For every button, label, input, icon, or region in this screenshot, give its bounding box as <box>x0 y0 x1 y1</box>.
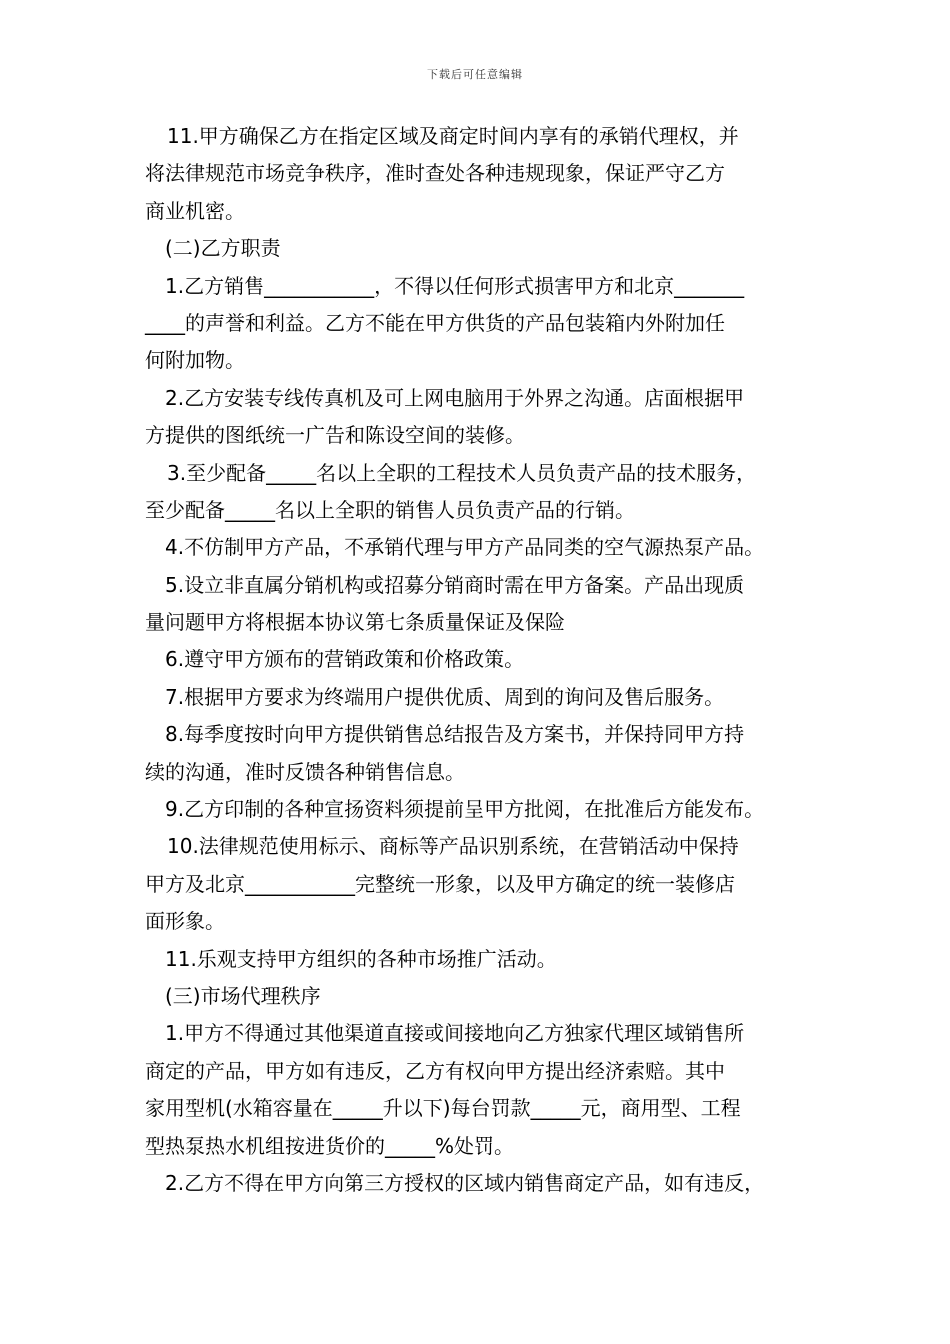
paragraph <box>145 455 825 530</box>
paragraph-line: 11.甲方确保乙方在指定区域及商定时间内享有的承销代理权，并 <box>167 124 739 148</box>
document-body <box>145 118 825 1202</box>
paragraph-line: 9.乙方印制的各种宣扬资料须提前呈甲方批阅，在批准后方能发布。 <box>165 797 765 822</box>
paragraph-line: 将法律规范市场竞争秩序，准时查处各种违规现象，保证严守乙方 <box>145 161 725 186</box>
paragraph <box>145 268 825 380</box>
paragraph-line: 商定的产品，甲方如有违反，乙方有权向甲方提出经济索赔。其中 <box>145 1058 725 1083</box>
paragraph-line: 何附加物。 <box>145 348 245 373</box>
paragraph-line: 至少配备_____名以上全职的销售人员负责产品的行销。 <box>145 497 635 522</box>
paragraph <box>145 1165 825 1202</box>
paragraph-line: 4.不仿制甲方产品，不承销代理与甲方产品同类的空气源热泵产品。 <box>165 535 765 560</box>
paragraph-line: 7.根据甲方要求为终端用户提供优质、周到的询问及售后服务。 <box>165 684 725 709</box>
paragraph-line: 5.设立非直属分销机构或招募分销商时需在甲方备案。产品出现质 <box>165 572 745 597</box>
paragraph <box>145 1015 825 1165</box>
paragraph <box>145 978 825 1015</box>
paragraph-line: 11.乐观支持甲方组织的各种市场推广活动。 <box>165 946 557 971</box>
paragraph-line: 型热泵热水机组按进货价的_____%处罚。 <box>145 1133 515 1158</box>
paragraph-line: (二)乙方职责 <box>165 236 281 261</box>
page-header: 下载后可任意编辑 <box>427 68 523 81</box>
paragraph <box>145 529 825 566</box>
paragraph-line: 1.乙方销售___________，不得以任何形式损害甲方和北京_______ <box>165 273 745 298</box>
paragraph <box>145 230 825 267</box>
paragraph <box>145 567 825 642</box>
paragraph <box>145 941 825 978</box>
paragraph-line: 面形象。 <box>145 909 225 934</box>
paragraph-line: (三)市场代理秩序 <box>165 983 321 1008</box>
paragraph-line: 2.乙方不得在甲方向第三方授权的区域内销售商定产品，如有违反， <box>165 1170 765 1195</box>
paragraph-line: 甲方及北京___________完整统一形象，以及甲方确定的统一装修店 <box>145 871 735 896</box>
paragraph-line: 10.法律规范使用标示、商标等产品识别系统，在营销活动中保持 <box>167 834 739 859</box>
paragraph-line: 方提供的图纸统一广告和陈设空间的装修。 <box>145 423 525 448</box>
paragraph-line: 家用型机(水箱容量在_____升以下)每台罚款_____元，商用型、工程 <box>145 1096 741 1121</box>
paragraph <box>145 828 825 940</box>
paragraph <box>145 380 825 455</box>
paragraph-line: 8.每季度按时向甲方提供销售总结报告及方案书，并保持同甲方持 <box>165 722 745 747</box>
paragraph-line: ____的声誉和利益。乙方不能在甲方供货的产品包装箱内外附加任 <box>145 310 725 335</box>
paragraph <box>145 641 825 678</box>
paragraph-line: 1.甲方不得通过其他渠道直接或间接地向乙方独家代理区域销售所 <box>165 1021 745 1046</box>
paragraph <box>145 679 825 716</box>
paragraph <box>145 716 825 791</box>
paragraph-line: 2.乙方安装专线传真机及可上网电脑用于外界之沟通。店面根据甲 <box>165 385 745 410</box>
paragraph-line: 6.遵守甲方颁布的营销政策和价格政策。 <box>165 647 525 672</box>
paragraph-line: 3.至少配备_____名以上全职的工程技术人员负责产品的技术服务， <box>167 460 757 485</box>
paragraph-line: 商业机密。 <box>145 198 245 223</box>
paragraph <box>145 118 825 230</box>
paragraph-line: 量问题甲方将根据本协议第七条质量保证及保险 <box>145 610 565 635</box>
paragraph-line: 续的沟通，准时反馈各种销售信息。 <box>145 759 465 784</box>
paragraph <box>145 791 825 828</box>
